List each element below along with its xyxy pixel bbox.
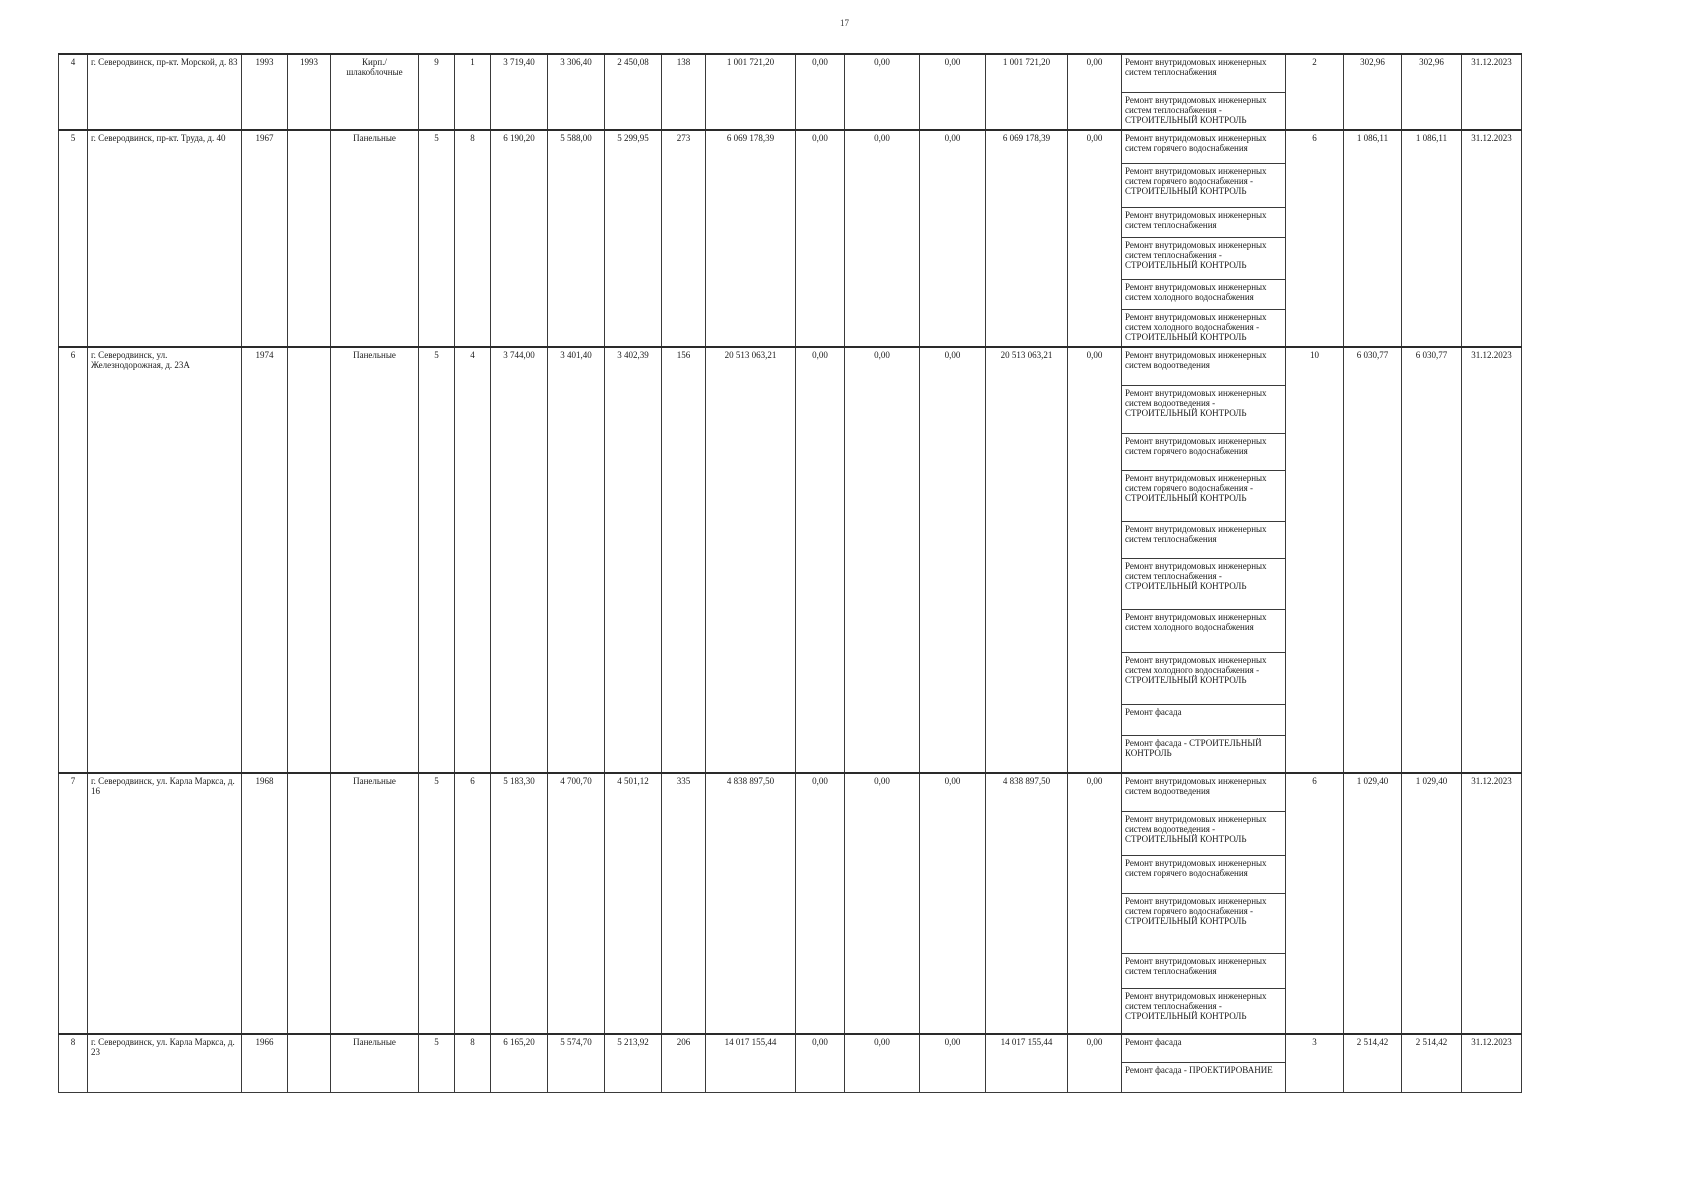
floors: 5 [419, 347, 455, 773]
work-item: Ремонт внутридомовых инженерных систем холодного водоснабжения - СТРОИТЕЛЬНЫЙ КОНТРОЛЬ [1122, 309, 1286, 347]
cost-total: 6 069 178,39 [706, 130, 796, 347]
work-item: Ремонт внутридомовых инженерных систем теплоснабжения [1122, 54, 1286, 92]
area-residential: 2 450,08 [605, 54, 662, 130]
area-total: 3 719,40 [491, 54, 548, 130]
fund-local: 0,00 [920, 54, 986, 130]
entrances: 6 [455, 773, 491, 1034]
work-item: Ремонт внутридомовых инженерных систем теплоснабжения - СТРОИТЕЛЬНЫЙ КОНТРОЛЬ [1122, 92, 1286, 130]
row-number: 7 [59, 773, 88, 1034]
fund-federal: 0,00 [796, 54, 845, 130]
work-item: Ремонт внутридомовых инженерных систем холодного водоснабжения [1122, 279, 1286, 309]
cost-total: 1 001 721,20 [706, 54, 796, 130]
work-item: Ремонт внутридомовых инженерных систем водоотведения [1122, 773, 1286, 811]
deadline: 31.12.2023 [1462, 130, 1522, 347]
work-item: Ремонт внутридомовых инженерных систем водоотведения - СТРОИТЕЛЬНЫЙ КОНТРОЛЬ [1122, 811, 1286, 855]
area-total: 6 190,20 [491, 130, 548, 347]
work-count: 6 [1286, 773, 1344, 1034]
floors: 5 [419, 1034, 455, 1092]
unit-cost: 1 086,11 [1344, 130, 1402, 347]
work-count: 3 [1286, 1034, 1344, 1092]
table-row [59, 1034, 1522, 1062]
capital-repair-register-table [58, 53, 1522, 1093]
area-residential: 3 402,39 [605, 347, 662, 773]
work-item: Ремонт внутридомовых инженерных систем теплоснабжения [1122, 207, 1286, 237]
deadline: 31.12.2023 [1462, 347, 1522, 773]
residents: 206 [662, 1034, 706, 1092]
area-residential: 5 213,92 [605, 1034, 662, 1092]
fund-regional: 0,00 [845, 54, 920, 130]
deadline: 31.12.2023 [1462, 1034, 1522, 1092]
year-built: 1974 [242, 347, 288, 773]
fund-federal: 0,00 [796, 773, 845, 1034]
row-number: 6 [59, 347, 88, 773]
entrances: 8 [455, 130, 491, 347]
area-premises: 5 588,00 [548, 130, 605, 347]
work-item: Ремонт внутридомовых инженерных систем теплоснабжения [1122, 953, 1286, 988]
work-item: Ремонт внутридомовых инженерных систем теплоснабжения - СТРОИТЕЛЬНЫЙ КОНТРОЛЬ [1122, 558, 1286, 609]
fund-owners: 1 001 721,20 [986, 54, 1068, 130]
row-number: 5 [59, 130, 88, 347]
area-premises: 3 306,40 [548, 54, 605, 130]
row-number: 4 [59, 54, 88, 130]
year-built: 1966 [242, 1034, 288, 1092]
fund-owners: 6 069 178,39 [986, 130, 1068, 347]
area-total: 5 183,30 [491, 773, 548, 1034]
work-count: 10 [1286, 347, 1344, 773]
table-row [59, 54, 1522, 92]
fund-local: 0,00 [920, 773, 986, 1034]
address: г. Северодвинск, ул. Карла Маркса, д. 23 [88, 1034, 242, 1092]
wall-material: Панельные [331, 773, 419, 1034]
fund-regional: 0,00 [845, 130, 920, 347]
work-item: Ремонт фасада - ПРОЕКТИРОВАНИЕ [1122, 1062, 1286, 1092]
unit-cost: 2 514,42 [1344, 1034, 1402, 1092]
residents: 273 [662, 130, 706, 347]
work-item: Ремонт внутридомовых инженерных систем горячего водоснабжения [1122, 130, 1286, 163]
year-built: 1993 [242, 54, 288, 130]
cost-total: 4 838 897,50 [706, 773, 796, 1034]
fund-other: 0,00 [1068, 130, 1122, 347]
fund-owners: 4 838 897,50 [986, 773, 1068, 1034]
fund-owners: 20 513 063,21 [986, 347, 1068, 773]
work-item: Ремонт внутридомовых инженерных систем горячего водоснабжения - СТРОИТЕЛЬНЫЙ КОНТРОЛЬ [1122, 163, 1286, 207]
cost-total: 14 017 155,44 [706, 1034, 796, 1092]
limit-cost: 6 030,77 [1402, 347, 1462, 773]
work-item: Ремонт внутридомовых инженерных систем горячего водоснабжения [1122, 855, 1286, 893]
work-item: Ремонт внутридомовых инженерных систем водоотведения - СТРОИТЕЛЬНЫЙ КОНТРОЛЬ [1122, 385, 1286, 433]
year-reconstruction [288, 1034, 331, 1092]
year-reconstruction: 1993 [288, 54, 331, 130]
work-item: Ремонт фасада [1122, 704, 1286, 735]
entrances: 8 [455, 1034, 491, 1092]
unit-cost: 302,96 [1344, 54, 1402, 130]
table-body [59, 54, 1522, 1092]
fund-owners: 14 017 155,44 [986, 1034, 1068, 1092]
table-row [59, 347, 1522, 385]
deadline: 31.12.2023 [1462, 773, 1522, 1034]
limit-cost: 2 514,42 [1402, 1034, 1462, 1092]
address: г. Северодвинск, ул. Карла Маркса, д. 16 [88, 773, 242, 1034]
deadline: 31.12.2023 [1462, 54, 1522, 130]
fund-federal: 0,00 [796, 347, 845, 773]
wall-material: Панельные [331, 1034, 419, 1092]
fund-local: 0,00 [920, 1034, 986, 1092]
fund-other: 0,00 [1068, 347, 1122, 773]
area-residential: 5 299,95 [605, 130, 662, 347]
work-item: Ремонт внутридомовых инженерных систем теплоснабжения [1122, 521, 1286, 558]
page-number: 17 [840, 18, 849, 28]
table-row [59, 130, 1522, 163]
area-total: 3 744,00 [491, 347, 548, 773]
limit-cost: 1 086,11 [1402, 130, 1462, 347]
fund-local: 0,00 [920, 347, 986, 773]
work-item: Ремонт внутридомовых инженерных систем холодного водоснабжения - СТРОИТЕЛЬНЫЙ КОНТРОЛЬ [1122, 652, 1286, 704]
fund-regional: 0,00 [845, 347, 920, 773]
work-item: Ремонт внутридомовых инженерных систем горячего водоснабжения - СТРОИТЕЛЬНЫЙ КОНТРОЛЬ [1122, 470, 1286, 521]
residents: 335 [662, 773, 706, 1034]
address: г. Северодвинск, пр-кт. Морской, д. 83 [88, 54, 242, 130]
row-number: 8 [59, 1034, 88, 1092]
limit-cost: 302,96 [1402, 54, 1462, 130]
fund-other: 0,00 [1068, 54, 1122, 130]
floors: 9 [419, 54, 455, 130]
fund-regional: 0,00 [845, 773, 920, 1034]
wall-material: Панельные [331, 130, 419, 347]
area-residential: 4 501,12 [605, 773, 662, 1034]
work-item: Ремонт внутридомовых инженерных систем теплоснабжения - СТРОИТЕЛЬНЫЙ КОНТРОЛЬ [1122, 988, 1286, 1034]
year-reconstruction [288, 130, 331, 347]
fund-local: 0,00 [920, 130, 986, 347]
year-built: 1968 [242, 773, 288, 1034]
year-reconstruction [288, 773, 331, 1034]
entrances: 4 [455, 347, 491, 773]
fund-other: 0,00 [1068, 1034, 1122, 1092]
work-item: Ремонт фасада - СТРОИТЕЛЬНЫЙ КОНТРОЛЬ [1122, 735, 1286, 773]
residents: 156 [662, 347, 706, 773]
work-item: Ремонт фасада [1122, 1034, 1286, 1062]
work-count: 6 [1286, 130, 1344, 347]
work-count: 2 [1286, 54, 1344, 130]
fund-regional: 0,00 [845, 1034, 920, 1092]
floors: 5 [419, 773, 455, 1034]
fund-federal: 0,00 [796, 130, 845, 347]
entrances: 1 [455, 54, 491, 130]
floors: 5 [419, 130, 455, 347]
unit-cost: 1 029,40 [1344, 773, 1402, 1034]
wall-material: Панельные [331, 347, 419, 773]
unit-cost: 6 030,77 [1344, 347, 1402, 773]
year-built: 1967 [242, 130, 288, 347]
work-item: Ремонт внутридомовых инженерных систем водоотведения [1122, 347, 1286, 385]
work-item: Ремонт внутридомовых инженерных систем теплоснабжения - СТРОИТЕЛЬНЫЙ КОНТРОЛЬ [1122, 237, 1286, 279]
area-premises: 4 700,70 [548, 773, 605, 1034]
area-premises: 3 401,40 [548, 347, 605, 773]
area-total: 6 165,20 [491, 1034, 548, 1092]
area-premises: 5 574,70 [548, 1034, 605, 1092]
address: г. Северодвинск, ул. Железнодорожная, д. 23А [88, 347, 242, 773]
work-item: Ремонт внутридомовых инженерных систем горячего водоснабжения [1122, 433, 1286, 470]
address: г. Северодвинск, пр-кт. Труда, д. 40 [88, 130, 242, 347]
limit-cost: 1 029,40 [1402, 773, 1462, 1034]
residents: 138 [662, 54, 706, 130]
fund-other: 0,00 [1068, 773, 1122, 1034]
work-item: Ремонт внутридомовых инженерных систем горячего водоснабжения - СТРОИТЕЛЬНЫЙ КОНТРОЛЬ [1122, 893, 1286, 953]
work-item: Ремонт внутридомовых инженерных систем холодного водоснабжения [1122, 609, 1286, 652]
table-row [59, 773, 1522, 811]
fund-federal: 0,00 [796, 1034, 845, 1092]
cost-total: 20 513 063,21 [706, 347, 796, 773]
year-reconstruction [288, 347, 331, 773]
wall-material: Кирп./ шлакоблочные [331, 54, 419, 130]
